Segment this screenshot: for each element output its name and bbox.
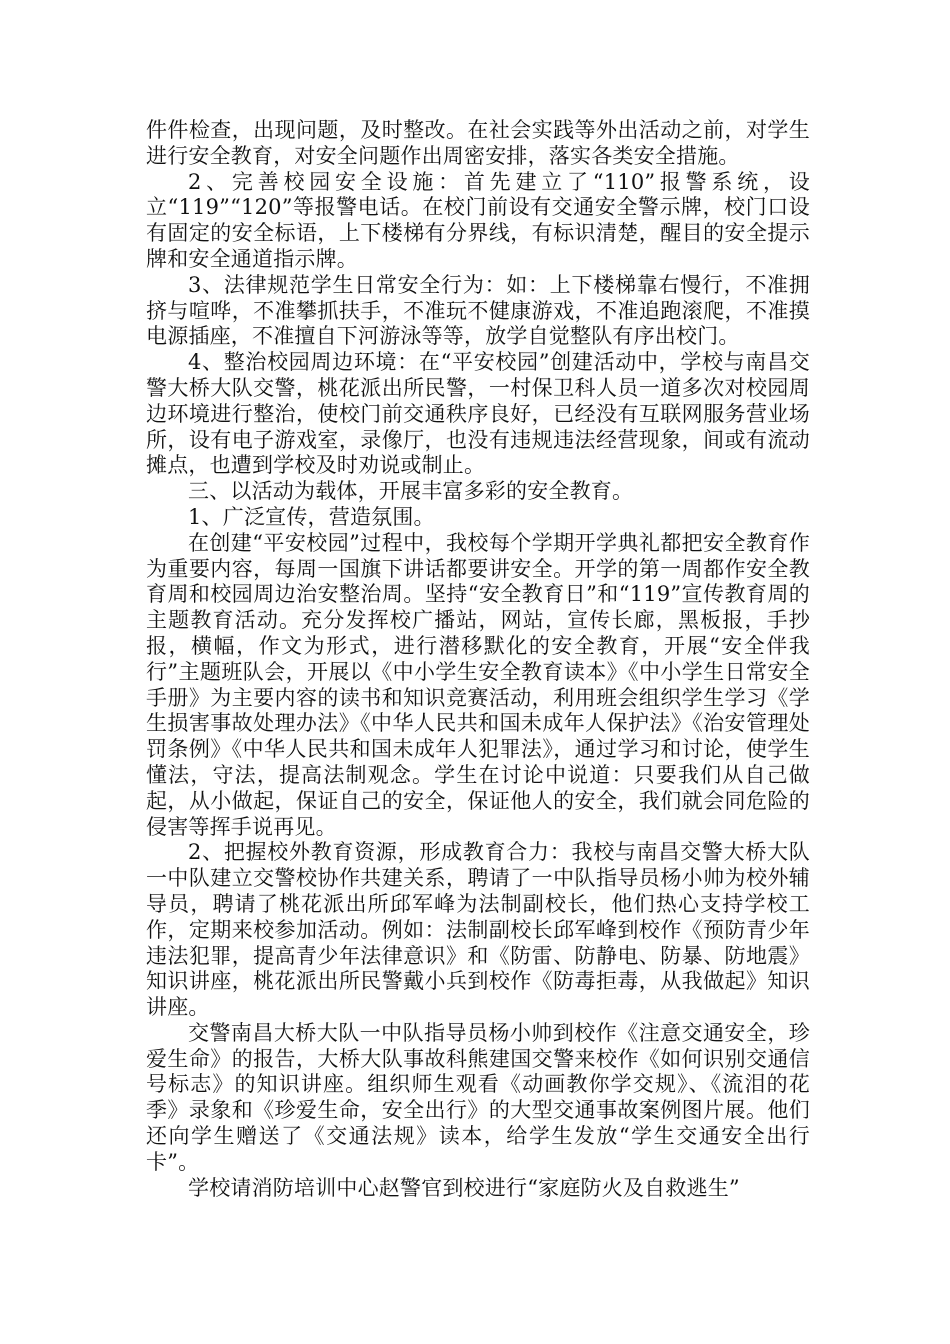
paragraph: 4、整治校园周边环境：在“平安校园”创建活动中，学校与南昌交警大桥大队交警，桃花派出所民警，一村保卫科人员一道多次对校园周边环境进行整治，使校门前交通秩序良好，已经没有互联网服务营业场所，设有电子游戏室，录像厅，也没有违规违法经营现象，间或有流动摊点，也遭到学校及时劝说或制止。	[146, 350, 810, 478]
paragraph: 2、把握校外教育资源，形成教育合力：我校与南昌交警大桥大队一中队建立交警校协作共建关系，聘请了一中队指导员杨小帅为校外辅导员，聘请了桃花派出所邱军峰为法制副校长，他们热心支持学校工作，定期来校参加活动。例如：法制副校长邱军峰到校作《预防青少年违法犯罪，提高青少年法律意识》和《防雷、防静电、防暴、防地震》知识讲座，桃花派出所民警戴小兵到校作《防毒拒毒，从我做起》知识讲座。	[146, 840, 810, 1020]
subsection-heading: 1、广泛宣传，营造氛围。	[188, 504, 435, 529]
paragraph: 交警南昌大桥大队一中队指导员杨小帅到校作《注意交通安全，珍爱生命》的报告，大桥大队事故科熊建国交警来校作《如何识别交通信号标志》的知识讲座。组织师生观看《动画教你学交规》、《流泪的花季》录象和《珍爱生命，安全出行》的大型交通事故案例图片展。他们还向学生赠送了《交通法规》读本，给学生发放“学生交通安全出行卡”。	[146, 1020, 810, 1174]
paragraph: 件件检查，出现问题，及时整改。在社会实践等外出活动之前，对学生进行安全教育，对安全问题作出周密安排，落实各类安全措施。	[146, 118, 810, 168]
paragraph: 2、完善校园安全设施：首先建立了“110”报警系统，设立“119”“120”等报警电话。在校门前设有交通安全警示牌，校门口设有固定的安全标语，上下楼梯有分界线，有标识清楚，醒目的安全提示牌和安全通道指示牌。	[146, 169, 810, 271]
section-heading: 三、以活动为载体，开展丰富多彩的安全教育。	[188, 479, 634, 504]
paragraph: 学校请消防培训中心赵警官到校进行“家庭防火及自救逃生”	[188, 1175, 740, 1200]
paragraph: 3、法律规范学生日常安全行为：如：上下楼梯靠右慢行，不准拥挤与喧哗，不准攀抓扶手，不准玩不健康游戏，不准追跑滚爬，不准摸电源插座，不准擅自下河游泳等等，放学自觉整队有序出校门。	[146, 272, 810, 349]
document-body	[146, 118, 810, 1201]
paragraph: 在创建“平安校园”过程中，我校每个学期开学典礼都把安全教育作为重要内容，每周一国旗下讲话都要讲安全。开学的第一周都作安全教育周和校园周边治安整治周。坚持“安全教育日”和“119”宣传教育周的主题教育活动。充分发挥校广播站，网站，宣传长廊，黑板报，手抄报，横幅，作文为形式，进行潜移默化的安全教育，开展“安全伴我行”主题班队会，开展以《中小学生安全教育读本》《中小学生日常安全手册》为主要内容的读书和知识竞赛活动，利用班会组织学生学习《学生损害事故处理办法》《中华人民共和国未成年人保护法》《治安管理处罚条例》《中华人民共和国未成年人犯罪法》，通过学习和讨论，使学生懂法，守法，提高法制观念。学生在讨论中说道：只要我们从自己做起，从小做起，保证自己的安全，保证他人的安全，我们就会同危险的侵害等挥手说再见。	[146, 530, 810, 839]
